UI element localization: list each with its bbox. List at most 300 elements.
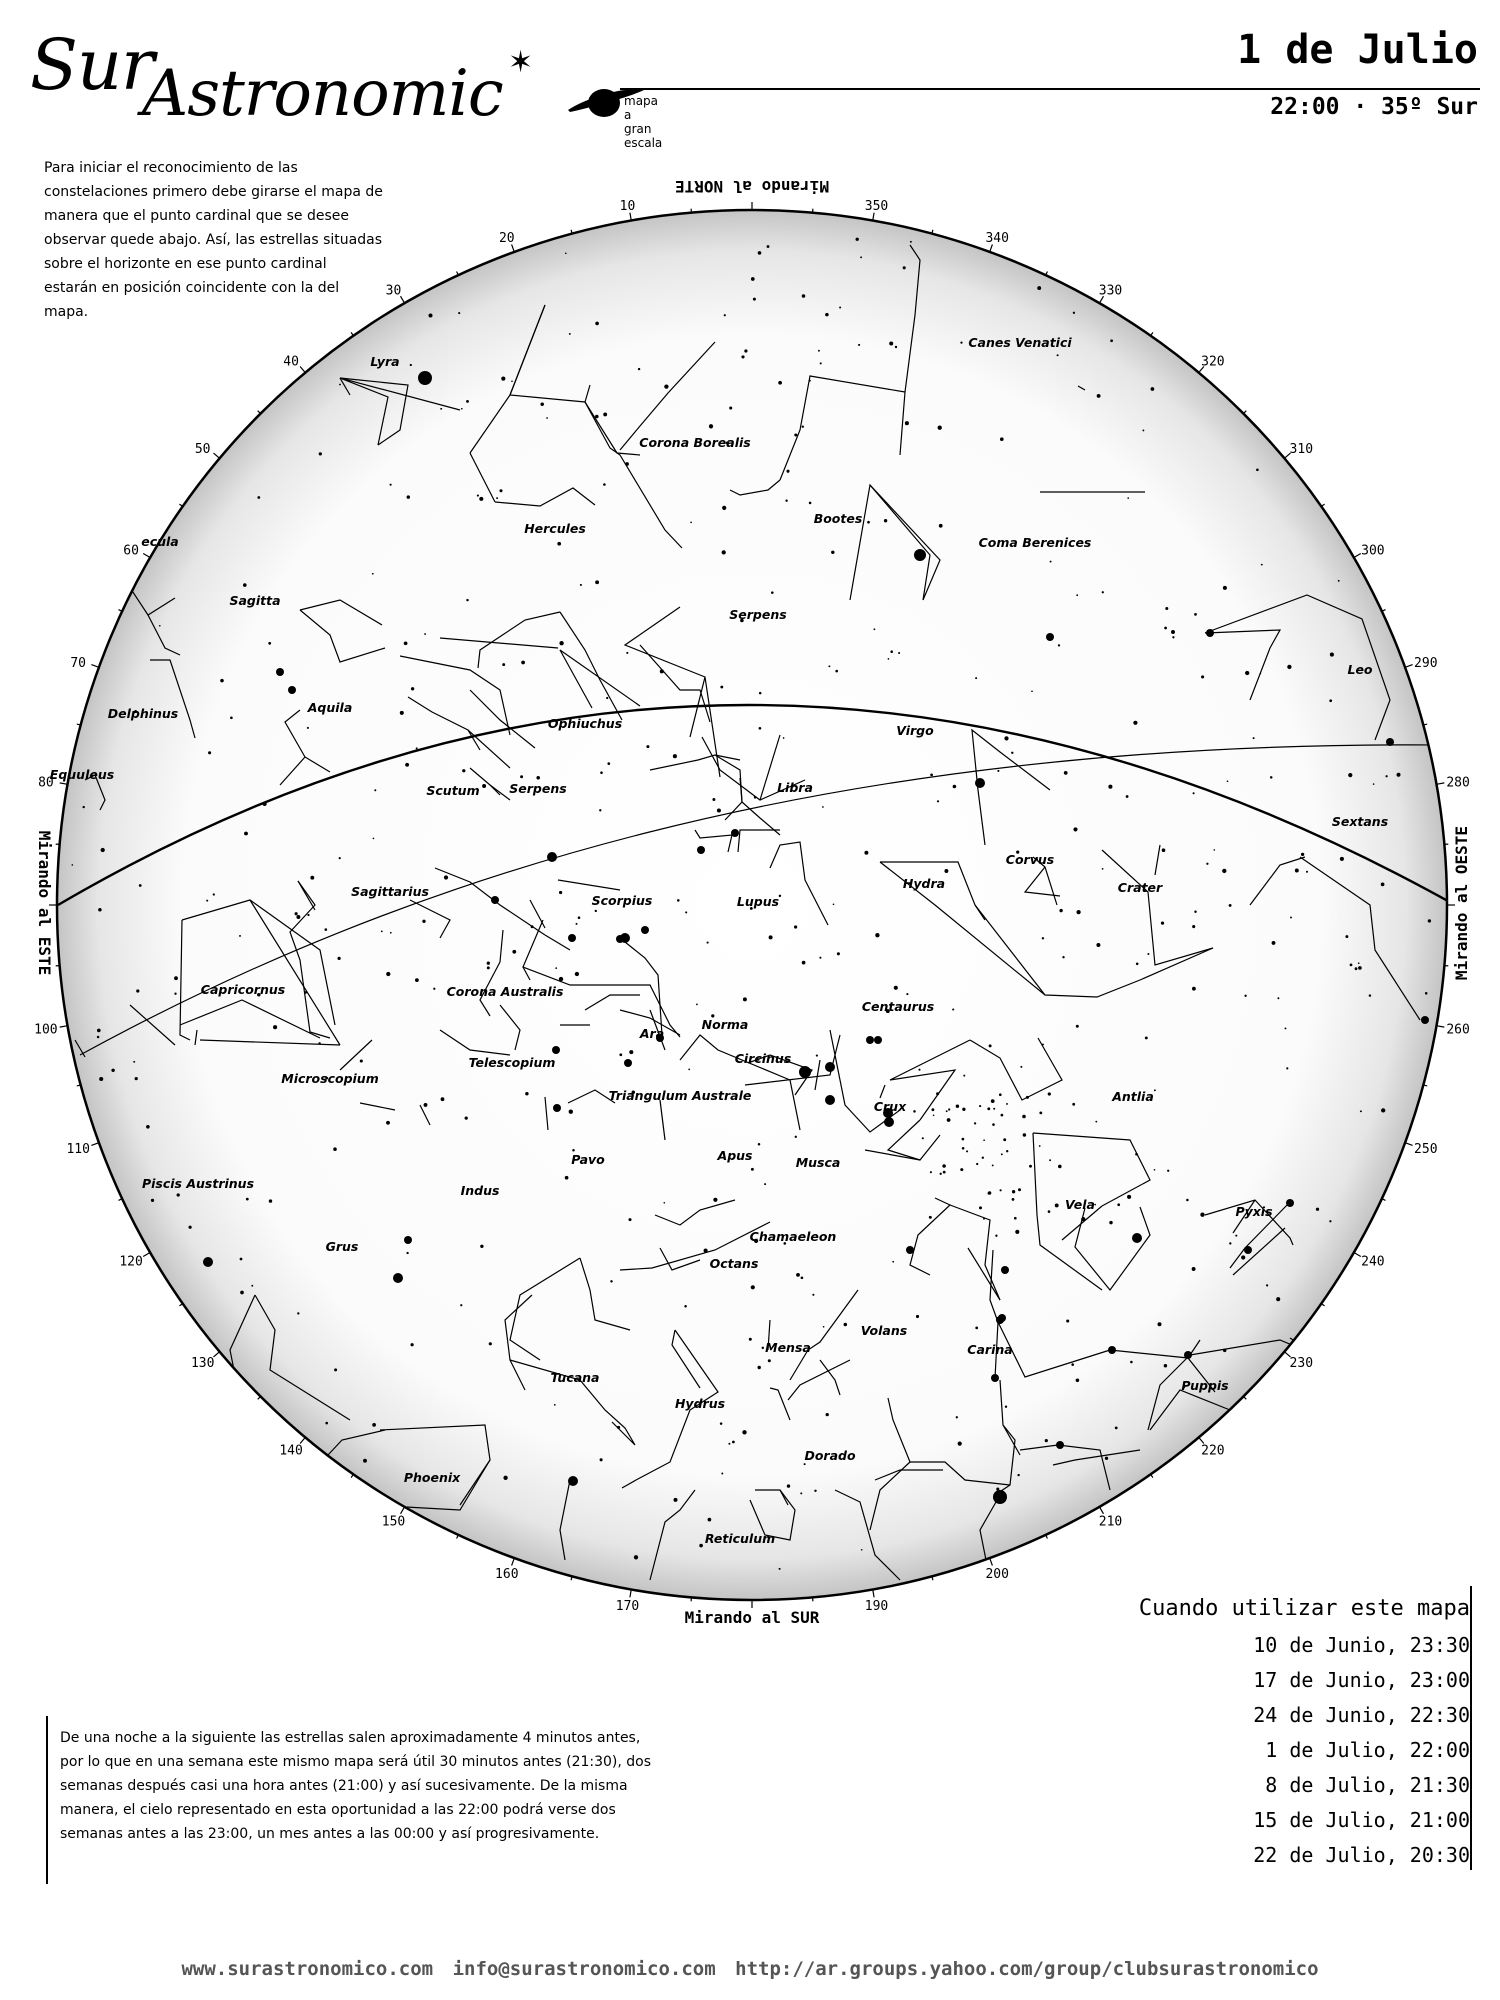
faint-star: [690, 522, 692, 524]
faint-star: [133, 1061, 135, 1063]
faint-star: [1011, 752, 1013, 754]
constellation-label: Octans: [709, 1256, 759, 1271]
faint-star: [962, 1138, 965, 1141]
faint-star: [595, 322, 599, 326]
constellation-label: Corona Australis: [446, 984, 564, 999]
rim-tick: [258, 411, 261, 414]
rim-tick: [143, 1253, 150, 1257]
faint-star: [390, 932, 392, 934]
faint-star: [177, 1193, 180, 1196]
bright-star: [1132, 1233, 1142, 1243]
faint-star: [1260, 673, 1262, 675]
faint-star: [502, 663, 505, 666]
faint-star: [1286, 1067, 1288, 1069]
faint-star: [458, 312, 460, 314]
faint-star: [720, 686, 723, 689]
faint-star: [930, 1171, 932, 1173]
faint-star: [991, 1099, 995, 1103]
faint-star: [713, 1198, 717, 1202]
faint-star: [942, 1164, 946, 1168]
constellation-label: Musca: [795, 1155, 841, 1170]
faint-star: [536, 776, 540, 780]
bright-star: [825, 1095, 835, 1105]
faint-star: [1058, 1165, 1062, 1169]
constellation-label: Virgo: [896, 723, 934, 738]
faint-star: [953, 785, 957, 789]
faint-star: [688, 1069, 690, 1071]
faint-star: [983, 1139, 985, 1141]
faint-star: [1301, 853, 1304, 856]
faint-star: [1172, 636, 1174, 638]
faint-star: [1058, 644, 1060, 646]
faint-star: [685, 911, 687, 913]
faint-star: [823, 1326, 825, 1328]
faint-star: [796, 1273, 800, 1277]
faint-star: [952, 1008, 954, 1010]
faint-star: [1095, 1121, 1097, 1123]
faint-star: [996, 1488, 999, 1491]
faint-star: [360, 1059, 363, 1062]
brand-name-part1: Sur: [30, 24, 154, 106]
faint-star: [1102, 868, 1104, 870]
degree-label: 330: [1098, 283, 1123, 299]
faint-star: [71, 864, 73, 866]
faint-star: [531, 925, 534, 928]
constellation-label: Leo: [1347, 662, 1373, 677]
faint-star: [416, 747, 418, 749]
rim-tick: [1405, 1143, 1413, 1146]
degree-label: 220: [1201, 1443, 1225, 1459]
brand-name-part2: Astronomic: [142, 57, 503, 131]
faint-star: [861, 1549, 863, 1551]
faint-star: [674, 1498, 678, 1502]
faint-star: [720, 1422, 723, 1425]
faint-star: [910, 241, 912, 243]
faint-star: [1076, 1379, 1080, 1383]
faint-star: [1295, 869, 1299, 873]
faint-star: [1245, 671, 1249, 675]
faint-star: [979, 1206, 982, 1209]
faint-star: [1026, 1096, 1029, 1099]
faint-star: [520, 775, 523, 778]
bright-star: [884, 1117, 894, 1127]
faint-star: [704, 1249, 708, 1253]
rim-tick: [1243, 411, 1246, 414]
footer-website-link[interactable]: www.surastronomico.com: [181, 1958, 434, 1980]
faint-star: [960, 341, 962, 343]
constellation-label: Pyxis: [1235, 1204, 1273, 1219]
usage-item: 22 de Julio, 20:30: [1253, 1843, 1470, 1867]
faint-star: [993, 1108, 995, 1110]
faint-star: [724, 314, 726, 316]
bright-star: [825, 1062, 835, 1072]
faint-star: [1276, 1297, 1280, 1301]
rim-tick: [300, 367, 305, 373]
faint-star: [1329, 1220, 1331, 1222]
brand-subtitle: mapa a gran escala: [624, 94, 663, 150]
faint-star: [99, 1077, 103, 1081]
usage-item: 1 de Julio, 22:00: [1265, 1738, 1470, 1762]
faint-star: [496, 497, 498, 499]
faint-star: [646, 745, 649, 748]
faint-star: [1373, 783, 1375, 785]
faint-star: [381, 931, 383, 933]
faint-star: [1108, 785, 1112, 789]
faint-star: [239, 935, 241, 937]
faint-star: [767, 245, 770, 248]
constellation-label: Crux: [873, 1099, 907, 1114]
faint-star: [339, 384, 341, 386]
bright-star: [1108, 1346, 1116, 1354]
rim-tick: [60, 783, 68, 784]
faint-star: [1050, 561, 1052, 563]
faint-star: [1097, 394, 1101, 398]
faint-star: [629, 1050, 633, 1054]
faint-star: [722, 506, 726, 510]
faint-star: [839, 307, 841, 309]
faint-star: [814, 1490, 816, 1492]
faint-star: [230, 716, 233, 719]
usage-item: 17 de Junio, 23:00: [1253, 1668, 1470, 1692]
faint-star: [1071, 1363, 1074, 1366]
faint-star: [503, 1476, 507, 1480]
constellation-label: Scutum: [426, 783, 480, 798]
faint-star: [779, 1568, 781, 1570]
rim-tick: [91, 1143, 99, 1146]
constellation-label: Indus: [460, 1183, 500, 1198]
bright-star: [616, 935, 624, 943]
constellation-label: Serpens: [729, 607, 787, 622]
faint-star: [786, 470, 789, 473]
bright-star: [799, 1066, 811, 1078]
degree-label: 10: [619, 198, 636, 214]
faint-star: [1158, 1322, 1162, 1326]
map-time-latitude: 22:00 · 35º Sur: [1270, 94, 1478, 120]
faint-star: [956, 1104, 959, 1107]
faint-star: [246, 1198, 249, 1201]
faint-star: [189, 1226, 192, 1229]
faint-star: [1213, 849, 1215, 851]
faint-star: [699, 1544, 703, 1548]
constellation-label: Norma: [701, 1017, 749, 1032]
rim-tick: [1100, 1507, 1104, 1514]
faint-star: [884, 519, 887, 522]
rim-tick: [630, 213, 631, 221]
faint-star: [898, 652, 900, 654]
faint-star: [626, 652, 628, 654]
faint-star: [307, 914, 309, 916]
faint-star: [268, 642, 271, 645]
constellation-label: Centaurus: [861, 999, 935, 1014]
constellation-label: Reticulum: [704, 1531, 776, 1546]
faint-star: [992, 1164, 994, 1166]
faint-star: [722, 550, 726, 554]
faint-star: [1167, 1170, 1169, 1172]
faint-star: [802, 961, 806, 965]
faint-star: [257, 496, 260, 499]
faint-star: [783, 737, 785, 739]
bright-star: [203, 1257, 213, 1267]
faint-star: [677, 899, 680, 902]
faint-star: [1037, 286, 1041, 290]
faint-star: [809, 502, 812, 505]
degree-label: 60: [123, 543, 139, 559]
faint-star: [411, 687, 414, 690]
faint-star: [1270, 776, 1273, 779]
faint-star: [858, 344, 860, 346]
constellation-label: Hydra: [902, 876, 946, 891]
note-text: De una noche a la siguiente las estrellas salen aproximadamente 4 minutos antes, por lo que en una semana este mismo mapa será útil 30 minutos antes (21:30), dos semanas después casi una hora antes (21:00) y así sucesivamente. De la misma manera, el cielo representado en esta oportunidad a las 22:00 podrá verse dos semanas antes a las 23:00, un mes antes a las 00:00 y así progresivamente.: [60, 1730, 652, 1842]
faint-star: [111, 1069, 114, 1072]
bright-star: [991, 1374, 999, 1382]
faint-star: [989, 1044, 992, 1047]
constellation-label: Serpens: [509, 781, 567, 796]
faint-star: [1039, 1111, 1042, 1114]
faint-star: [1022, 1115, 1026, 1119]
faint-star: [1186, 1199, 1189, 1202]
constellation-label: Chamaeleon: [749, 1229, 837, 1244]
bright-star: [1421, 1016, 1429, 1024]
faint-star: [410, 1343, 413, 1346]
faint-star: [98, 908, 102, 912]
faint-star: [424, 633, 426, 635]
faint-star: [1000, 1189, 1002, 1191]
faint-star: [1171, 630, 1175, 634]
faint-star: [240, 1291, 244, 1295]
bright-star: [1244, 1246, 1252, 1254]
faint-star: [762, 1347, 764, 1349]
constellation-label: Pavo: [571, 1152, 605, 1167]
faint-star: [916, 1315, 919, 1318]
faint-star: [999, 1093, 1002, 1096]
faint-star: [319, 452, 322, 455]
faint-star: [956, 1416, 958, 1418]
rim-tick: [401, 1507, 405, 1514]
footer: [0, 1958, 1500, 1980]
bright-star: [731, 829, 739, 837]
faint-star: [525, 1092, 528, 1095]
faint-star: [832, 1067, 834, 1069]
faint-star: [559, 977, 563, 981]
constellation-label: Capricornus: [200, 982, 286, 997]
faint-star: [742, 1430, 746, 1434]
constellation-label: Circinus: [734, 1051, 792, 1066]
rim-tick: [1354, 1253, 1361, 1257]
constellation-label: ecula: [141, 534, 179, 549]
degree-label: 190: [864, 1599, 889, 1615]
faint-star: [975, 1327, 978, 1330]
faint-star: [304, 991, 307, 994]
faint-star: [960, 1168, 963, 1171]
faint-star: [938, 426, 942, 430]
degree-label: 260: [1446, 1022, 1470, 1038]
bright-star: [568, 934, 576, 942]
faint-star: [979, 1105, 981, 1107]
faint-star: [1048, 1092, 1051, 1095]
faint-star: [569, 333, 571, 335]
faint-star: [83, 806, 85, 808]
faint-star: [1201, 675, 1204, 678]
faint-star: [501, 377, 505, 381]
faint-star: [844, 1323, 848, 1327]
faint-star: [433, 988, 435, 990]
faint-star: [1244, 995, 1246, 997]
faint-star: [174, 993, 176, 995]
note-divider: [46, 1716, 48, 1884]
intro-text: Para iniciar el reconocimiento de las constelaciones primero debe girarse el mapa de manera que el punto cardinal que se desee observar quede abajo. Así, las estrellas situadas sobre el horizonte en ese punto cardinal estarán en posición coincidente con la del mapa.: [44, 160, 383, 320]
faint-star: [888, 658, 890, 660]
faint-star: [1358, 966, 1362, 970]
faint-star: [795, 1136, 797, 1138]
faint-star: [948, 1108, 950, 1110]
faint-star: [1076, 910, 1080, 914]
faint-star: [1241, 1255, 1245, 1259]
faint-star: [947, 1118, 951, 1122]
faint-star: [466, 599, 468, 601]
faint-star: [1049, 1159, 1051, 1161]
faint-star: [595, 415, 599, 419]
faint-star: [729, 406, 732, 409]
faint-star: [1287, 665, 1291, 669]
faint-star: [818, 350, 820, 352]
faint-star: [462, 769, 465, 772]
faint-star: [1340, 857, 1344, 861]
faint-star: [794, 925, 797, 928]
rim-tick: [873, 213, 874, 221]
faint-star: [339, 857, 341, 859]
faint-star: [922, 1137, 924, 1139]
faint-star: [1385, 775, 1387, 777]
faint-star: [1126, 795, 1129, 798]
faint-star: [603, 483, 606, 486]
degree-label: 340: [985, 230, 1009, 246]
faint-star: [728, 1443, 730, 1445]
degree-label: 150: [381, 1514, 406, 1530]
faint-star: [295, 912, 298, 915]
faint-star: [296, 915, 300, 919]
faint-star: [864, 851, 868, 855]
faint-star: [963, 1075, 965, 1077]
rim-tick: [630, 1589, 631, 1597]
faint-star: [906, 993, 908, 995]
faint-star: [937, 800, 939, 802]
rim-tick: [1405, 665, 1413, 668]
faint-star: [1015, 1230, 1019, 1234]
constellation-label: Piscis Austrinus: [141, 1176, 255, 1191]
faint-star: [372, 573, 374, 575]
faint-star: [595, 580, 599, 584]
degree-label: 30: [385, 283, 402, 299]
degree-label: 300: [1361, 543, 1385, 559]
degree-label: 120: [119, 1254, 143, 1270]
faint-star: [856, 238, 859, 241]
faint-star: [732, 1441, 735, 1444]
faint-star: [521, 661, 525, 665]
bright-star: [393, 1273, 403, 1283]
faint-star: [754, 796, 757, 799]
constellation-label: Canes Venatici: [968, 335, 1072, 350]
faint-star: [1329, 699, 1332, 702]
faint-star: [499, 489, 502, 492]
bright-star: [1386, 738, 1394, 746]
bright-star: [914, 549, 926, 561]
faint-star: [802, 426, 804, 428]
faint-star: [903, 266, 906, 269]
faint-star: [337, 957, 340, 960]
constellation-label: Vela: [1065, 1197, 1095, 1212]
footer-group-link[interactable]: http://ar.groups.yahoo.com/group/clubsurastronomico: [735, 1958, 1319, 1980]
degree-label: 20: [498, 230, 515, 246]
faint-star: [1145, 1036, 1148, 1039]
constellation-label: Phoenix: [403, 1470, 461, 1485]
faint-star: [932, 1108, 935, 1111]
faint-star: [785, 499, 787, 501]
faint-star: [1266, 1284, 1268, 1286]
faint-star: [415, 978, 419, 982]
faint-star: [778, 381, 782, 385]
faint-star: [1206, 863, 1208, 865]
faint-star: [940, 1173, 942, 1175]
faint-star: [1355, 967, 1358, 970]
faint-star: [603, 412, 607, 416]
rim-tick: [214, 453, 220, 458]
faint-star: [1154, 1169, 1156, 1171]
faint-star: [1154, 1089, 1156, 1091]
faint-star: [1105, 1457, 1108, 1460]
faint-star: [1127, 497, 1129, 499]
faint-star: [962, 1147, 965, 1150]
faint-star: [1164, 1364, 1167, 1367]
faint-star: [905, 421, 909, 425]
faint-star: [372, 1423, 376, 1427]
faint-star: [944, 869, 948, 873]
footer-email-link[interactable]: info@surastronomico.com: [452, 1958, 716, 1980]
degree-label: 170: [615, 1599, 640, 1615]
faint-star: [333, 1147, 337, 1151]
faint-star: [628, 1218, 631, 1221]
usage-item: 10 de Junio, 23:30: [1253, 1633, 1470, 1657]
faint-star: [159, 625, 161, 627]
degree-label: 320: [1201, 354, 1225, 370]
faint-star: [1004, 736, 1008, 740]
degree-label: 160: [495, 1567, 519, 1583]
faint-star: [244, 832, 248, 836]
faint-star: [894, 986, 898, 990]
faint-star: [619, 1053, 622, 1056]
faint-star: [146, 1125, 150, 1129]
bright-star: [552, 1046, 560, 1054]
rim-tick: [990, 1558, 993, 1566]
faint-star: [1256, 468, 1259, 471]
usage-item: 24 de Junio, 22:30: [1253, 1703, 1470, 1727]
faint-star: [390, 484, 392, 486]
faint-star: [939, 524, 943, 528]
faint-star: [477, 495, 479, 497]
faint-star: [983, 1218, 985, 1220]
faint-star: [617, 1426, 620, 1429]
faint-star: [794, 433, 797, 436]
faint-star: [1290, 917, 1292, 919]
faint-star: [1147, 953, 1149, 955]
faint-star: [424, 1103, 428, 1107]
constellation-label: Libra: [777, 780, 813, 795]
faint-star: [1193, 792, 1195, 794]
rim-tick: [1354, 554, 1361, 558]
faint-star: [1223, 1349, 1226, 1352]
faint-star: [334, 1368, 337, 1371]
faint-star: [867, 521, 870, 524]
rim-tick: [1243, 1396, 1246, 1399]
